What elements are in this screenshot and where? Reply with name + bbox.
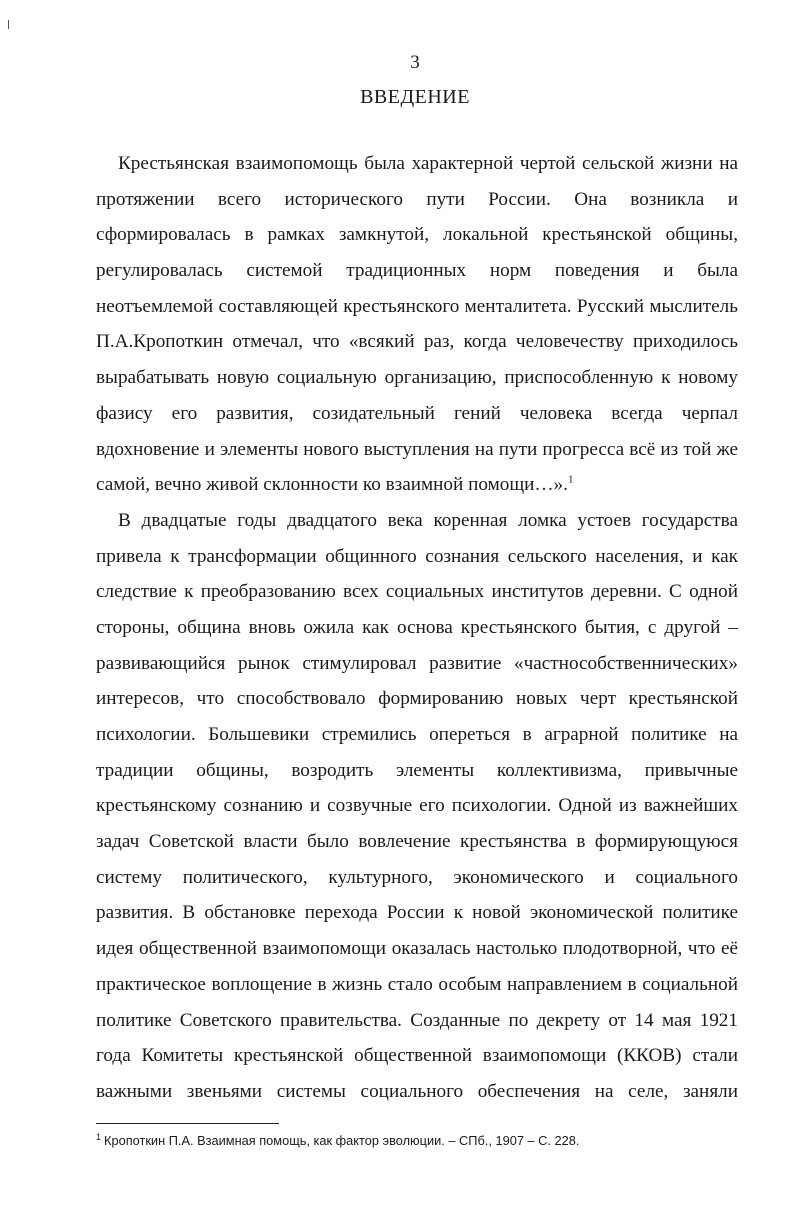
- text-line: практическое воплощение в жизнь стало особым направлением в социальной: [96, 973, 738, 995]
- text-line: вырабатывать новую социальную организацию, приспособленную к новому: [96, 367, 738, 389]
- text-line: развивающийся рынок стимулировал развитие «частнособственнических»: [96, 652, 738, 674]
- text-line: неотъемлемой составляющей крестьянского менталитета. Русский мыслитель: [96, 295, 738, 317]
- text-line: политике Советского правительства. Созданные по декрету от 14 мая 1921: [96, 1009, 738, 1031]
- text-line: психологии. Большевики стремились опереться в аграрной политике на: [96, 724, 738, 745]
- text-line: идея общественной взаимопомощи оказалась настолько плодотворной, что её: [96, 938, 738, 960]
- text-line: В двадцатые годы двадцатого века коренная ломка устоев государства: [118, 509, 738, 531]
- text-line: задач Советской власти было вовлечение крестьянства в формирующуюся: [96, 831, 738, 853]
- page-title: ВВЕДЕНИЕ: [360, 86, 470, 108]
- text-line: фазису его развития, созидательный гений человека всегда черпал: [96, 402, 738, 424]
- text-line: сформировалась в рамках замкнутой, локальной крестьянской общины,: [96, 224, 738, 246]
- text-line: систему политического, культурного, экономического и социального: [96, 866, 738, 888]
- paragraph-1: [96, 146, 738, 503]
- page-number: 3: [410, 52, 420, 73]
- text-line: Крестьянская взаимопомощь была характерной чертой сельской жизни на: [118, 153, 738, 174]
- text-line: интересов, что способствовало формированию новых черт крестьянской: [96, 688, 738, 710]
- footnote-reference[interactable]: 1: [567, 473, 574, 486]
- text-line: регулировалась системой традиционных норм поведения и была: [96, 260, 738, 282]
- footnote-marker: 1: [96, 1131, 102, 1142]
- document-body: [96, 146, 738, 1110]
- text-line: П.А.Кропоткин отмечал, что «всякий раз, когда человечеству приходилось: [96, 331, 738, 353]
- footnote-text: Кропоткин П.А. Взаимная помощь, как фактор эволюции. – СПб., 1907 – С. 228.: [104, 1133, 580, 1148]
- text-line: развития. В обстановке перехода России к новой экономической политике: [96, 902, 738, 924]
- paragraph-2: [96, 503, 738, 1110]
- text-line-last: [96, 467, 738, 503]
- text-line: вдохновение и элементы нового выступления на пути прогресса всё из той же: [96, 438, 738, 460]
- text-line: важными звеньями системы социального обеспечения на селе, заняли: [96, 1080, 738, 1102]
- footnote-divider: [96, 1123, 279, 1124]
- scan-artifact: [8, 20, 9, 29]
- text-line: самой, вечно живой склонности ко взаимной помощи…».: [96, 474, 568, 496]
- text-line: стороны, община вновь ожила как основа крестьянского бытия, с другой –: [96, 616, 738, 638]
- text-line: протяжении всего исторического пути России. Она возникла и: [96, 188, 738, 210]
- text-line: привела к трансформации общинного сознания сельского населения, и как: [96, 545, 738, 567]
- text-line: года Комитеты крестьянской общественной взаимопомощи (ККОВ) стали: [96, 1045, 738, 1067]
- footnote: [96, 1133, 579, 1148]
- text-line: крестьянскому сознанию и созвучные его психологии. Одной из важнейших: [96, 795, 738, 817]
- text-line: следствие к преобразованию всех социальных институтов деревни. С одной: [96, 581, 738, 603]
- text-line: традиции общины, возродить элементы коллективизма, привычные: [96, 759, 738, 781]
